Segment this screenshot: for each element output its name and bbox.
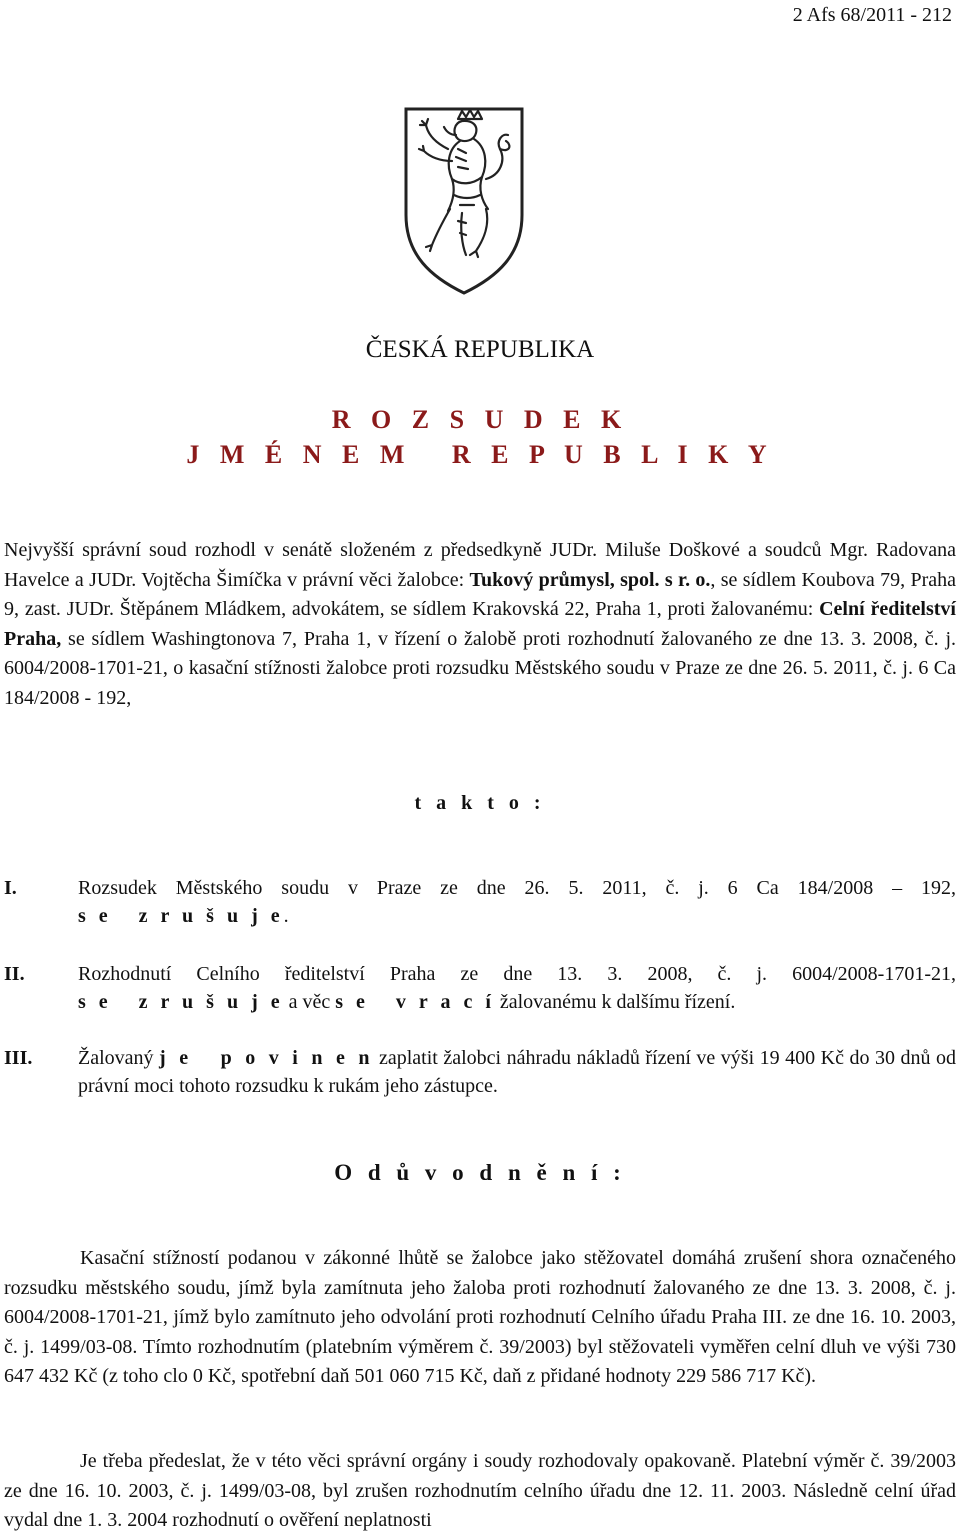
item-number: III.: [4, 1047, 33, 1069]
plaintiff-name: Tukový průmysl, spol. s r. o.: [469, 568, 711, 591]
country-heading: ČESKÁ REPUBLIKA: [365, 336, 595, 363]
item-tail: žalovanému k dalšímu řízení.: [494, 991, 736, 1013]
reasoning-paragraph: Kasační stížností podanou v zákonné lhůtě se žalobce jako stěžovatel domáhá zrušení shora označeného rozsudku městského soudu, jímž byla zamítnuta jeho žaloba proti rozhodnutí žalovaného ze dne 13. 3. 2008, č. j. 6004/2008-1701-21, jímž bylo zamítnuto jeho odvolání proti rozhodnutí Celního úřadu Praha III. ze dne 16. 10. 2003, č. j. 1499/03-08. Tímto rozhodnutím (platebním výměrem č. 39/2003) byl stěžovateli vyměřen celní dluh ve výši 730 647 432 Kč (z toho clo 0 Kč, spotřební daň 501 060 715 Kč, daň z přidané hodnoty 229 586 717 Kč).: [4, 1247, 956, 1387]
verdict-item: [4, 960, 956, 1016]
item-pre: Žalovaný: [78, 1047, 160, 1069]
document-reference: 2 Afs 68/2011 - 212: [792, 4, 952, 26]
item-text: Rozhodnutí Celního ředitelství Praha ze dne 13. 3. 2008, č. j. 6004/2008-1701-21,: [78, 963, 956, 985]
item-emphasis: s e z r u š u j e: [78, 991, 284, 1013]
intro-text-1: Nejvyšší správní soud rozhodl v senátě složeném z předsedkyně JUDr. Miluše Doškové a soudců Mgr. Radovana Havelce a JUDr. Vojtěcha Šimíčka v právní věci žalobce:: [4, 539, 956, 591]
name-of-republic: J M É N E M R E P U B L I K Y: [186, 440, 774, 469]
verdict-item: [4, 874, 956, 930]
takto-heading: t a k t o :: [414, 792, 546, 814]
verdict-heading: [0, 402, 960, 472]
item-emphasis: s e z r u š u j e: [78, 905, 284, 927]
item-text: zaplatit žalobci náhradu nákladů řízení ve výši 19 400 Kč do 30 dnů od právní moci tohoto rozsudku k rukám jeho zástupce.: [78, 1047, 957, 1097]
intro-text-2: , se sídlem Koubova 79, Praha 9, zast. JUDr. Štěpánem Mládkem, advokátem, se sídlem Krakovská 22, Praha 1, proti žalovanému:: [4, 568, 956, 620]
reasoning-heading: O d ů v o d n ě n í :: [334, 1160, 626, 1185]
reasoning-paragraph: Je třeba předeslat, že v této věci správní orgány i soudy rozhodovaly opakovaně. Platební výměr č. 39/2003 ze dne 16. 10. 2003, č. j. 1499/03-08, byl zrušen rozhodnutím celního úřadu dne 12. 11. 2003. Následně celní úřad vydal dne 1. 3. 2004 rozhodnutí o ověření neplatnosti: [4, 1450, 956, 1531]
verdict-item: [4, 1044, 956, 1100]
item-text: Rozsudek Městského soudu v Praze ze dne 26. 5. 2011, č. j. 6 Ca 184/2008 – 192,: [78, 877, 956, 899]
defendant-name: Celní ředitelství Praha,: [4, 598, 956, 650]
item-emphasis-2: s e v r a c í: [335, 991, 495, 1013]
verdict-title: R O Z S U D E K: [331, 405, 629, 434]
intro-text-3: se sídlem Washingtonova 7, Praha 1, v řízení o žalobě proti rozhodnutí žalovaného ze dne 13. 3. 2008, č. j. 6004/2008-1701-21, o kasační stížnosti žalobce proti rozsudku Městského soudu v Praze ze dne 26. 5. 2011, č. j. 6 Ca 184/2008 - 192,: [4, 627, 956, 709]
item-tail: .: [283, 905, 289, 927]
item-emphasis: j e p o v i n e n: [159, 1047, 374, 1069]
item-number: I.: [4, 877, 17, 899]
czech-coat-of-arms-icon: [402, 105, 526, 297]
item-mid: a věc: [283, 991, 336, 1013]
item-number: II.: [4, 963, 25, 985]
intro-paragraph: [4, 536, 956, 713]
